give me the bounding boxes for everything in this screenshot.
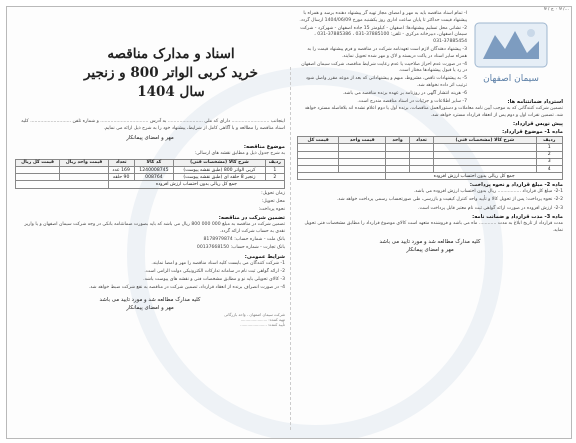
section-text: 2-3- ارزش افزوده در صورت ارائه گواهی ثبت نام معتبر قابل پرداخت است.: [418, 205, 563, 211]
table-row: [298, 144, 563, 151]
contractor-signature: کلیه مدارک مطالعه شد و مورد تایید می باشد مهر و امضای پیمانکار: [379, 239, 481, 254]
section-heading: تضمین شرکت در مناقصه:: [218, 215, 285, 222]
section-text: 2-2- نحوه پرداخت: پس از تحویل کالا و تأیید واحد کنترل کیفیت و بازرسی، طی صورتحساب رسمی پرداخت خواهد شد.: [336, 197, 563, 203]
declaration-text: اینجانب .......................... دارای کد ملی ........................ به آدرس ................................. و شماره تلفن ............................ کلیه اسناد مناقصه را مطالعه و با آگاهی کامل از شرایط، پیشنهاد خود را به شرح ذیل ارائه می نمایم.: [21, 119, 285, 131]
title-line-1: اسناد و مدارک مناقصه: [107, 46, 235, 62]
table-header: واحد: [386, 137, 410, 144]
table-cell: [409, 151, 433, 158]
table-header: شرح کالا (مشخصات فنی): [434, 137, 536, 144]
table-header: کد کالا: [134, 159, 174, 166]
table-cell: 008764: [134, 174, 174, 181]
table-row: [298, 158, 563, 165]
table-cell: [339, 165, 386, 172]
intro-item: 2- نشانی محل تسلیم پیشنهادها: اصفهان - کیلومتر 15 جاده اصفهان - شهرکرد - شرکت سیمان اصفهان، دبیرخانه مرکزی - تلفن: 37885100-031 ، 37885386-031 ، 37885454-031: [300, 25, 467, 44]
table-cell: [386, 165, 410, 172]
table-cell: 1240008745: [134, 166, 174, 173]
table-cell: [386, 151, 410, 158]
table-total-label: جمع کل ریالی بدون احتساب ارزش افزوده: [108, 181, 284, 188]
table-total-row: [16, 181, 285, 188]
intro-item: 5- به پیشنهادات ناقص، مشروط، مبهم و پیشنهاداتی که بعد از موعد مقرر واصل شود ترتیب اثر داده نخواهد شد.: [305, 76, 467, 88]
bank-account: بانک تجارت - شماره حساب: 00137668150: [196, 245, 285, 251]
contract-items-table: [297, 136, 563, 180]
tender-items-table: [15, 159, 285, 189]
section-text: تضمین شرکت در مناقصه به مبلغ 000 000 800 ریال می باشد که باید بصورت ضمانتنامه بانکی در وجه شرکت سیمان اصفهان و یا واریز نقدی به حساب شرکت ارائه گردد.: [24, 222, 285, 234]
section-heading: ماده 2- مبلغ قرارداد و نحوه پرداخت:: [469, 182, 563, 189]
table-cell: [60, 166, 109, 173]
table-cell: [386, 158, 410, 165]
table-cell: زنجیر 8 حلقه ای (طبق نقشه پیوست): [174, 174, 265, 181]
section-text: 1- شرکت کنندگان می بایست کلیه اسناد مناقصه را مهر و امضا نمایند.: [151, 260, 285, 266]
table-row: [16, 174, 285, 181]
intro-item: 7- سایر اطلاعات و جزئیات در اسناد مناقصه مندرج است.: [357, 99, 467, 105]
section-subheading: ماده 1- موضوع قرارداد:: [502, 129, 563, 136]
page-corner-label: …/ 9 ٠ ج / 9: [543, 7, 569, 12]
table-header: قیمت کل ریال: [16, 159, 60, 166]
table-cell: 1: [536, 144, 562, 151]
table-row: [298, 165, 563, 172]
table-cell: 2: [265, 174, 284, 181]
table-total-row: [298, 173, 563, 180]
table-cell: [298, 158, 339, 165]
table-header: تعداد: [108, 159, 134, 166]
section-text: به شرح جدول ذیل و مطابق نقشه های ارسالی:: [194, 150, 285, 156]
table-cell: [298, 151, 339, 158]
table-total-label: جمع کل ریالی بدون احتساب ارزش افزوده: [386, 173, 563, 180]
footer-line: تأیید کننده: ......................: [240, 321, 285, 327]
document-page: [6, 6, 572, 439]
table-total-value: [298, 173, 386, 180]
table-header: قیمت کل: [298, 137, 339, 144]
meta-line: زمان تحویل:: [261, 190, 285, 196]
section-text: 2- ارائه گواهی ثبت نام در سامانه تدارکات الکترونیکی دولت الزامی است.: [144, 268, 285, 274]
table-cell: [298, 165, 339, 172]
title-line-3: سال 1404: [137, 84, 205, 100]
section-text: تضمین شرکت کنندگانی که به موجب آیین نامه معاملات و دستورالعمل مناقصات، برنده اول یا دوم اعلام نشده اند بلافاصله مسترد خواهد شد. تضمین نفرات اول و دوم پس از انعقاد قرارداد مسترد خواهد شد.: [304, 106, 563, 118]
table-cell: [16, 174, 60, 181]
title-line-2: خرید کربی الواتر 800 و زنجیر: [83, 65, 259, 81]
meta-line: نحوه پرداخت:: [258, 206, 285, 212]
table-header: شرح کالا (مشخصات فنی): [174, 159, 265, 166]
table-cell: [434, 158, 536, 165]
contractor-signature: کلیه مدارک مطالعه شد و مورد تایید می باشد مهر و امضای پیمانکار: [99, 296, 201, 311]
table-cell: [434, 165, 536, 172]
table-cell: [298, 144, 339, 151]
table-header: قیمت واحد ریال: [60, 159, 109, 166]
right-column: [297, 7, 563, 438]
table-cell: [409, 144, 433, 151]
bank-account: بانک ملت - شماره حساب: 8178979874: [203, 237, 285, 242]
intro-item: 3- پیشنهاد دهندگان لازم است تعهدنامه شرکت در مناقصه و فرم پیشنهاد قیمت را به همراه سایر اسناد در پاکت دربسته و لاک و مهر شده تحویل نمایند.: [307, 46, 467, 59]
section-heading: موضوع مناقصه:: [243, 143, 285, 150]
table-header: قیمت واحد: [339, 137, 386, 144]
table-row: [298, 151, 563, 158]
table-cell: 169 عدد: [108, 166, 134, 173]
table-header: تعداد: [409, 137, 433, 144]
table-cell: کربی الواتر 800 (طبق نقشه پیوست): [174, 166, 265, 173]
table-cell: [434, 144, 536, 151]
table-cell: [339, 151, 386, 158]
section-text: 3- کالای تحویلی باید نو و مطابق مشخصات فنی و نقشه های پیوست باشد.: [143, 276, 285, 282]
footer-line: تهیه کننده: ......................: [240, 316, 285, 322]
table-cell: [60, 174, 109, 181]
intro-item: ا- تمام اسناد مناقصه باید به مهر و امضای مجاز تهیه گر پیشنهاد دهنده برسد و همراه با پیشنهاد قیمت حداکثر تا پایان ساعت اداری روز یکشنبه مورخ 1404/06/09 ارسال گردد.: [299, 11, 467, 23]
section-heading: پیش نویس قرارداد:: [512, 121, 563, 128]
section-heading: ماده 3- مدت قرارداد و ضمانت نامه:: [472, 214, 563, 221]
table-cell: 3: [536, 158, 562, 165]
table-header: ردیف: [536, 137, 562, 144]
column-divider: [290, 67, 291, 430]
table-cell: [409, 165, 433, 172]
table-row: [16, 166, 285, 173]
right-intro: [297, 11, 467, 107]
table-cell: [339, 158, 386, 165]
table-cell: [409, 158, 433, 165]
left-body: [15, 119, 285, 327]
table-cell: 4: [536, 165, 562, 172]
section-text: 2-1- مبلغ کل قرارداد ................ ریال بدون احتساب ارزش افزوده می باشد.: [413, 189, 563, 195]
table-cell: [16, 166, 60, 173]
left-column: [15, 7, 285, 438]
table-cell: 1: [265, 166, 284, 173]
table-cell: 90 حلقه: [108, 174, 134, 181]
section-text: مدت قرارداد از تاریخ ابلاغ به مدت ............ ماه می باشد و فروشنده متعهد است کالای موضوع قرارداد را مطابق مشخصات فنی تحویل نماید.: [304, 221, 563, 233]
footer-line: شرکت سیمان اصفهان - واحد بازرگانی: [224, 311, 285, 317]
intro-item: 4- در صورت عدم احراز صلاحیت یا عدم رعایت شرایط مناقصه، شرکت سیمان اصفهان در رد یا قبول پیشنهادها مختار است.: [301, 61, 467, 74]
meta-line: محل تحویل:: [261, 198, 285, 204]
table-cell: [434, 151, 536, 158]
right-body: [297, 97, 563, 254]
intro-item: 6- هزینه انتشار آگهی در روزنامه بر عهده برنده مناقصه می باشد.: [342, 91, 467, 97]
section-heading: استرداد ضمانتنامه ها:: [507, 99, 563, 105]
document-title: [61, 45, 281, 102]
logo-text: سیمان اصفهان: [483, 74, 539, 84]
table-cell: [386, 144, 410, 151]
table-cell: 2: [536, 151, 562, 158]
table-cell: [339, 144, 386, 151]
section-heading: شرایط عمومی:: [244, 253, 285, 260]
table-total-value: [16, 181, 109, 188]
table-header: ردیف: [265, 159, 284, 166]
section-text: 4- در صورت انصراف برنده از انعقاد قرارداد، تضمین شرکت در مناقصه به نفع شرکت ضبط خواهد شد.: [88, 284, 285, 290]
contractor-signature: مهر و امضای پیمانکار: [126, 134, 174, 141]
